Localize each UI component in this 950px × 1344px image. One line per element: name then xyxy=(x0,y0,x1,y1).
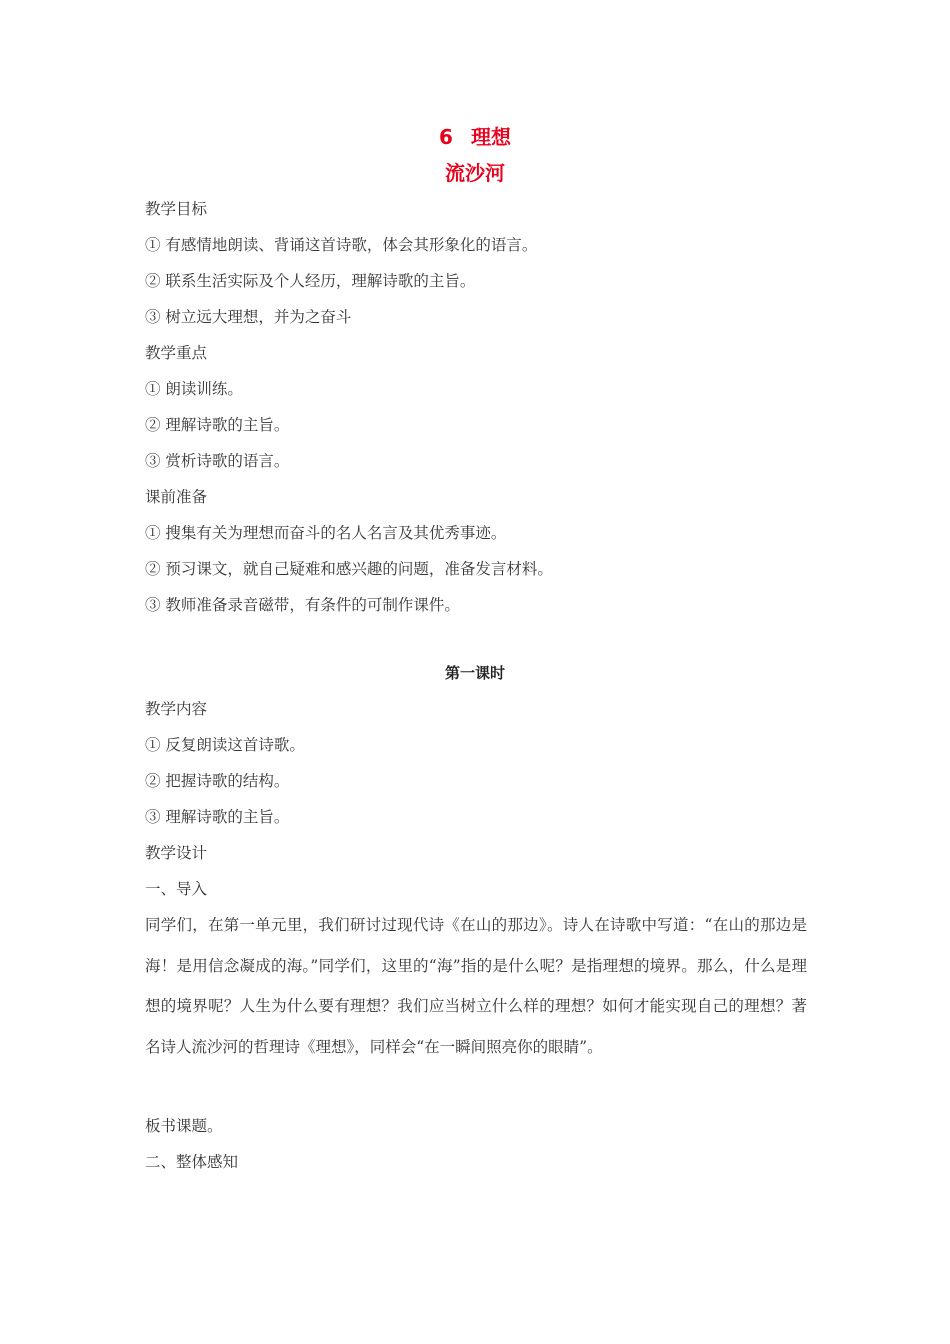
part2-heading: 二、整体感知 xyxy=(145,1153,239,1171)
keypoint-item: ③ 赏析诗歌的语言。 xyxy=(145,452,290,470)
goal-item: ① 有感情地朗读、背诵这首诗歌，体会其形象化的语言。 xyxy=(145,236,538,254)
prep-item: ② 预习课文，就自己疑难和感兴趣的问题，准备发言材料。 xyxy=(145,560,553,578)
prep-heading: 课前准备 xyxy=(145,488,208,506)
goal-item: ③ 树立远大理想，并为之奋斗 xyxy=(145,308,352,326)
design-heading: 教学设计 xyxy=(145,844,208,862)
intro-paragraph: 同学们，在第一单元里，我们研讨过现代诗《在山的那边》。诗人在诗歌中写道：“在山的那边是海！是用信念凝成的海。”同学们，这里的“海”指的是什么呢？是指理想的境界。那么，什么是理想的境界呢？人生为什么要有理想？我们应当树立什么样的理想？如何才能实现自己的理想？著名诗人流沙河的哲理诗《理想》，同样会“在一瞬间照亮你的眼睛”。 xyxy=(145,916,807,1056)
content-item: ① 反复朗读这首诗歌。 xyxy=(145,736,305,754)
content-item: ③ 理解诗歌的主旨。 xyxy=(145,808,290,826)
period-heading: 第一课时 xyxy=(444,664,505,682)
author-name: 流沙河 xyxy=(445,161,505,185)
goals-heading: 教学目标 xyxy=(145,200,208,218)
goal-item: ② 联系生活实际及个人经历，理解诗歌的主旨。 xyxy=(145,272,476,290)
prep-item: ① 搜集有关为理想而奋斗的名人名言及其优秀事迹。 xyxy=(145,524,507,542)
lesson-title xyxy=(0,125,950,149)
keypoints-heading: 教学重点 xyxy=(145,344,208,362)
keypoint-item: ① 朗读训练。 xyxy=(145,380,243,398)
keypoint-item: ② 理解诗歌的主旨。 xyxy=(145,416,290,434)
prep-item: ③ 教师准备录音磁带，有条件的可制作课件。 xyxy=(145,596,460,614)
content-item: ② 把握诗歌的结构。 xyxy=(145,772,290,790)
content-heading: 教学内容 xyxy=(145,700,208,718)
lesson-number: 6 xyxy=(439,125,453,149)
board-note: 板书课题。 xyxy=(145,1117,223,1135)
part1-heading: 一、导入 xyxy=(145,880,208,898)
lesson-title-text: 理想 xyxy=(470,125,511,149)
